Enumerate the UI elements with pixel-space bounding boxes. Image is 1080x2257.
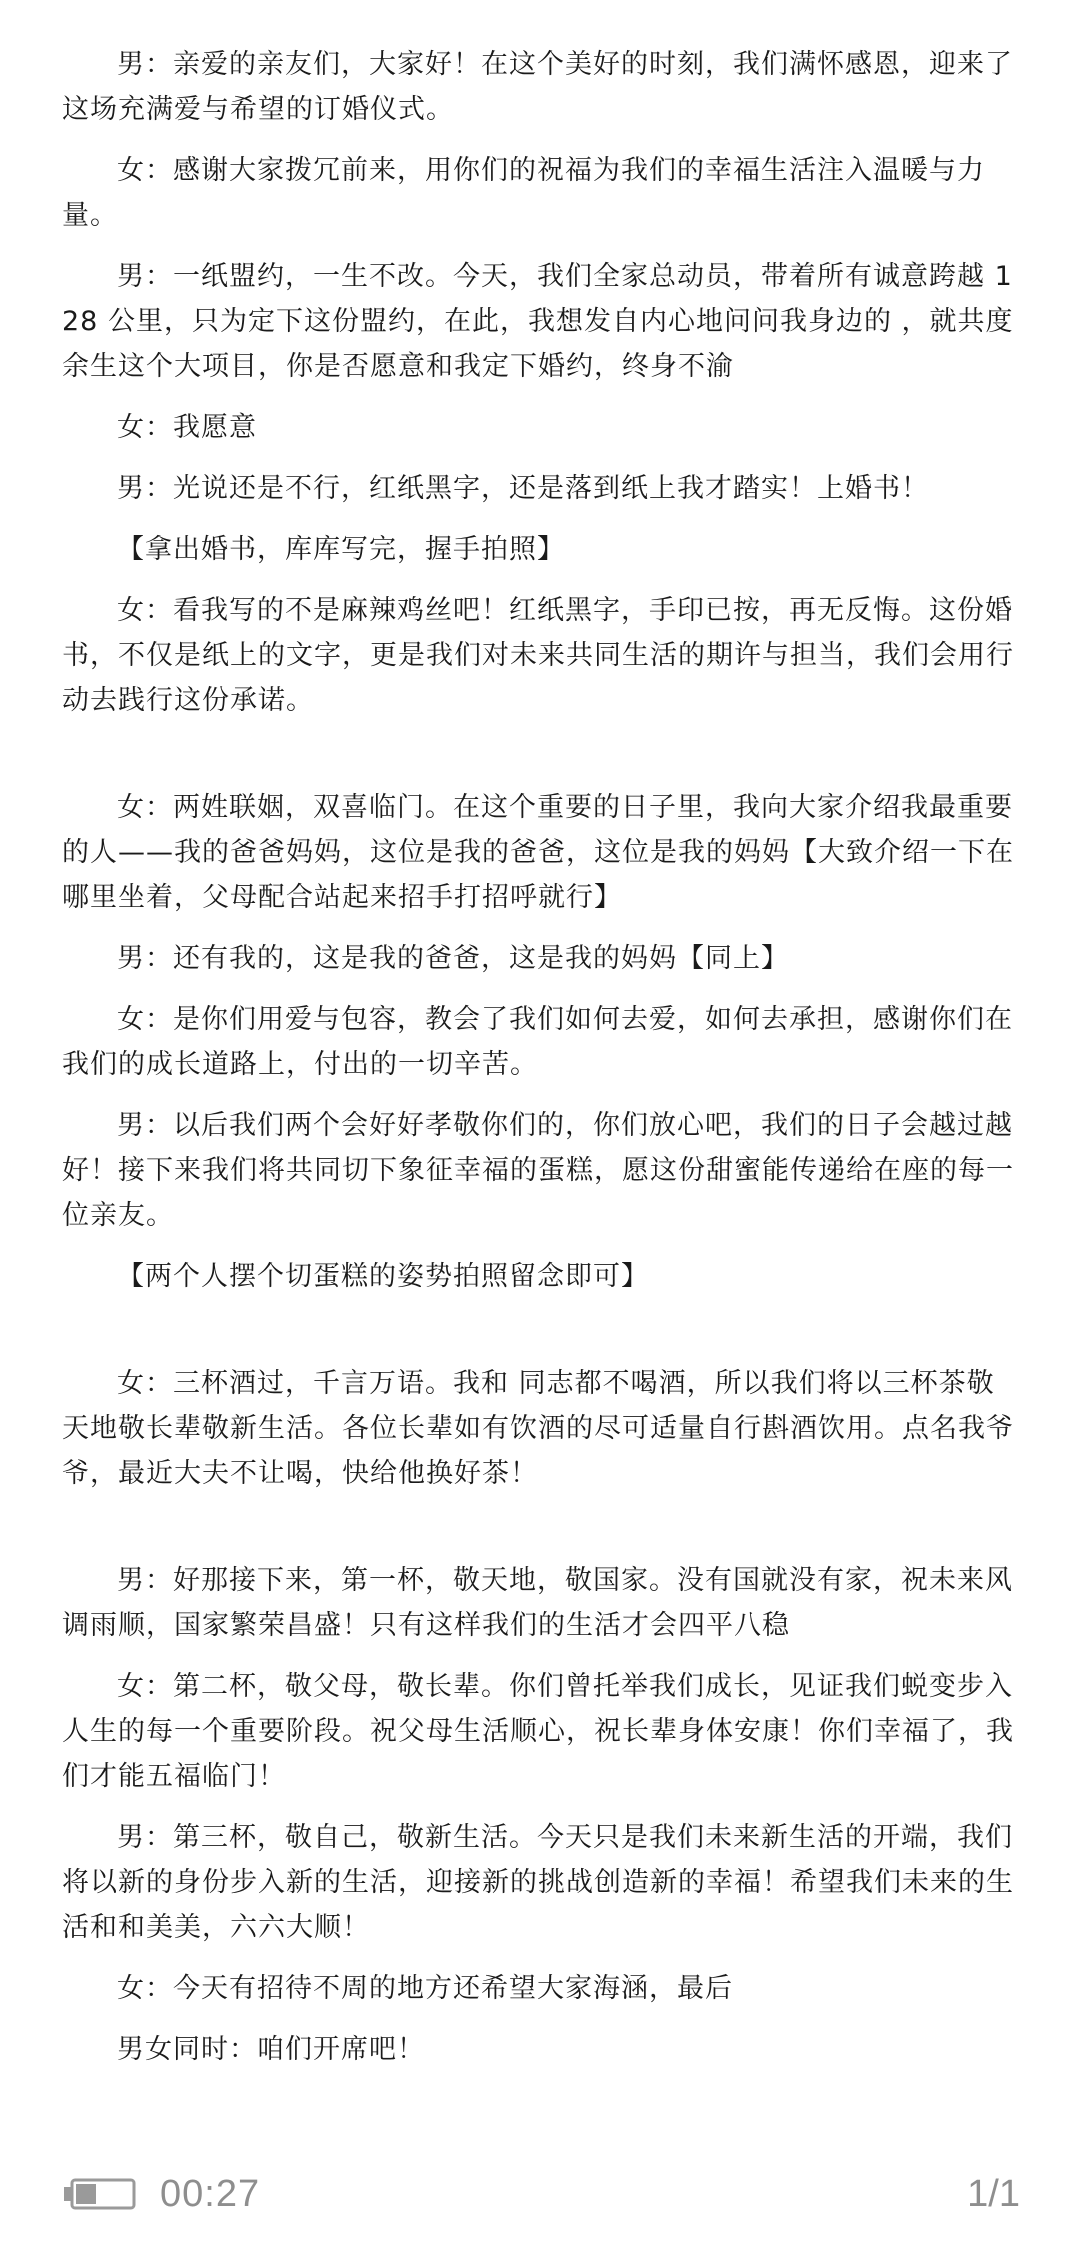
- section-gap: [62, 1315, 1018, 1361]
- paragraph: 女：看我写的不是麻辣鸡丝吧！红纸黑字，手印已按，再无反悔。这份婚书，不仅是纸上的文字，更是我们对未来共同生活的期许与担当，我们会用行动去践行这份承诺。: [62, 595, 1014, 716]
- paragraph: 女：两姓联姻，双喜临门。在这个重要的日子里，我向大家介绍我最重要的人——我的爸爸妈妈，这位是我的爸爸，这位是我的妈妈【大致介绍一下在哪里坐着，父母配合站起来招手打招呼就行】: [62, 792, 1014, 913]
- paragraph: 女：三杯酒过，千言万语。我和 同志都不喝酒，所以我们将以三杯茶敬天地敬长辈敬新生活。各位长辈如有饮酒的尽可适量自行斟酒饮用。点名我爷爷，最近大夫不让喝，快给他换好茶！: [62, 1368, 1014, 1489]
- paragraph: 女：感谢大家拨冗前来，用你们的祝福为我们的幸福生活注入温暖与力量。: [62, 155, 985, 231]
- paragraph: 男：亲爱的亲友们，大家好！在这个美好的时刻，我们满怀感恩，迎来了这场充满爱与希望的订婚仪式。: [62, 49, 1013, 125]
- section-gap: [62, 1512, 1018, 1558]
- paragraph: 女：今天有招待不周的地方还希望大家海涵，最后: [117, 1973, 733, 2004]
- paragraph: 男：光说还是不行，红纸黑字，还是落到纸上我才踏实！上婚书！: [117, 473, 929, 504]
- paragraph: 男：一纸盟约，一生不改。今天，我们全家总动员，带着所有诚意跨越 128 公里，只为定下这份盟约，在此，我想发自内心地问问我身边的 ，就共度余生这个大项目，你是否愿意和我定下婚约，终身不渝: [62, 261, 1014, 382]
- paragraph: 女：是你们用爱与包容，教会了我们如何去爱，如何去承担，感谢你们在我们的成长道路上，付出的一切辛苦。: [62, 1004, 1013, 1080]
- paragraph: 男女同时：咱们开席吧！: [117, 2034, 425, 2065]
- paragraph: 男：以后我们两个会好好孝敬你们的，你们放心吧，我们的日子会越过越好！接下来我们将共同切下象征幸福的蛋糕，愿这份甜蜜能传递给在座的每一位亲友。: [62, 1110, 1014, 1231]
- clock-time: 00:27: [160, 2173, 261, 2215]
- paragraph: 女：我愿意: [117, 412, 257, 443]
- paragraph: 男：第三杯，敬自己，敬新生活。今天只是我们未来新生活的开端，我们将以新的身份步入新的生活，迎接新的挑战创造新的幸福！希望我们未来的生活和和美美，六六大顺！: [62, 1822, 1014, 1943]
- battery-icon: [64, 2178, 136, 2210]
- paragraph: 男：还有我的，这是我的爸爸，这是我的妈妈【同上】: [117, 943, 789, 974]
- paragraph: 女：第二杯，敬父母，敬长辈。你们曾托举我们成长，见证我们蜕变步入人生的每一个重要阶段。祝父母生活顺心，祝长辈身体安康！你们幸福了，我们才能五福临门！: [62, 1671, 1014, 1792]
- reader-status-bar: [0, 2160, 1080, 2230]
- stage-direction: 【两个人摆个切蛋糕的姿势拍照留念即可】: [117, 1261, 649, 1292]
- section-gap: [62, 739, 1018, 785]
- stage-direction: 【拿出婚书，库库写完，握手拍照】: [117, 534, 565, 565]
- paragraph: 男：好那接下来，第一杯，敬天地，敬国家。没有国就没有家，祝未来风调雨顺，国家繁荣昌盛！只有这样我们的生活才会四平八稳: [62, 1565, 1013, 1641]
- page-indicator: 1/1: [967, 2173, 1020, 2215]
